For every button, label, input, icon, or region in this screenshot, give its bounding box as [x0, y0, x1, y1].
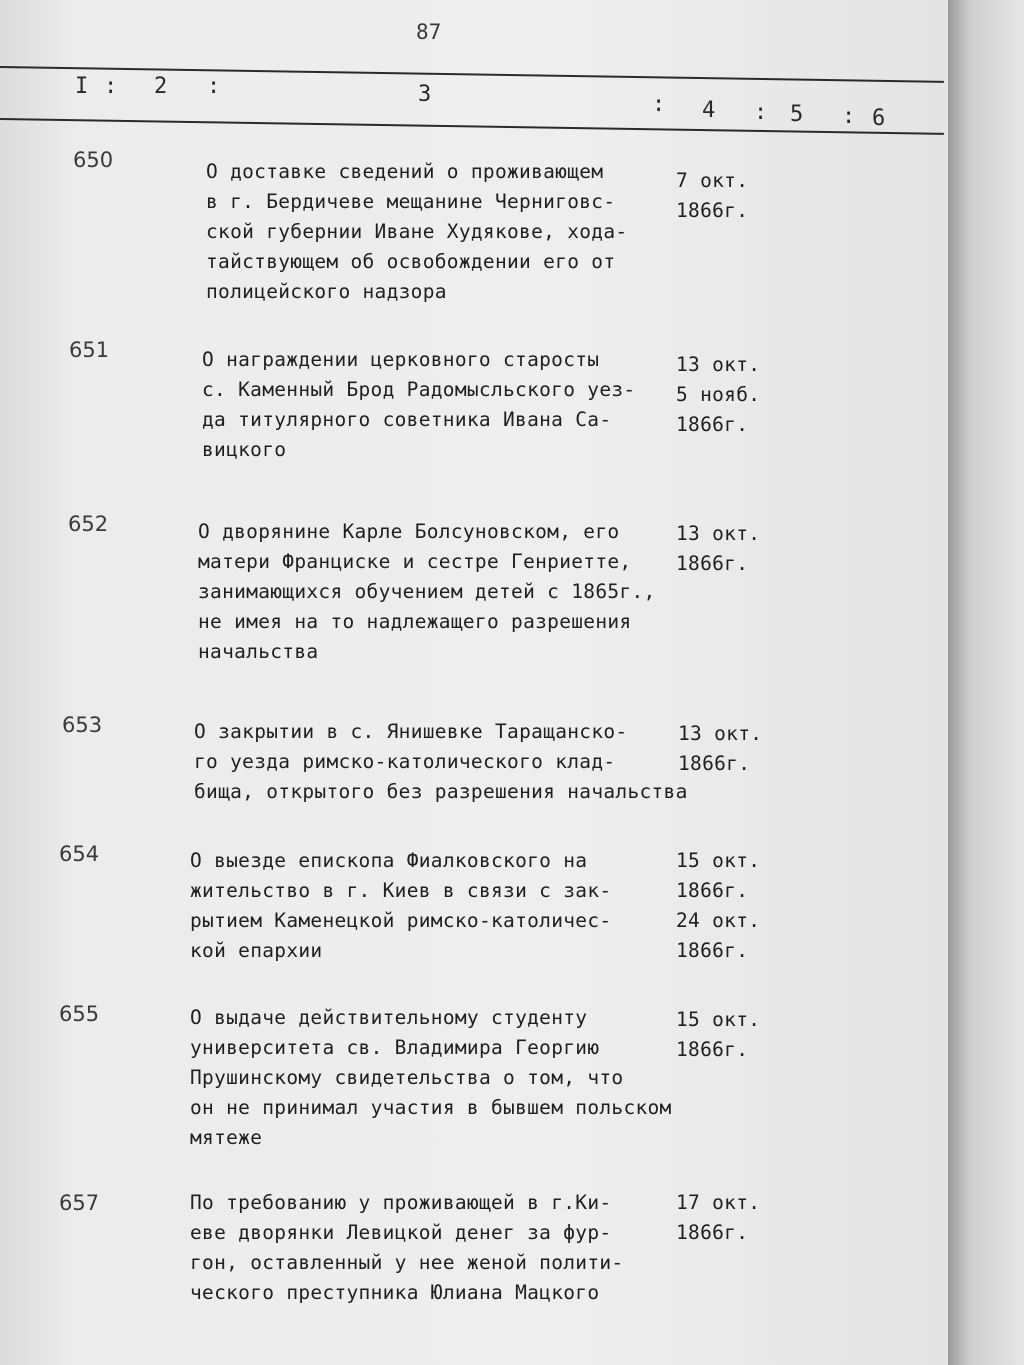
column-header-6: 6: [872, 106, 886, 131]
record-date: 17 окт. 1866г.: [676, 1191, 761, 1244]
column-separator: :: [754, 100, 768, 125]
record-description: По требованию у проживающей в г.Ки- еве дворянки Левицкой денег за фур- гон, оставленный у нее женой полити- ческого преступника Юлиана Мацкого: [190, 1191, 624, 1304]
page-edge-shadow: [948, 0, 1024, 1365]
record-date: 13 окт. 5 нояб. 1866г.: [676, 353, 761, 436]
page-number: 87: [416, 20, 442, 44]
record-number: 650: [73, 148, 114, 172]
record-description: О выезде епископа Фиалковского на жительство в г. Киев в связи с зак- рытием Каменецкой римско-католичес- кой епархии: [190, 849, 612, 962]
header-top-rule: [0, 66, 944, 83]
record-number: 654: [59, 842, 100, 866]
column-separator: :: [104, 74, 118, 99]
record-description: О награждении церковного старосты с. Каменный Брод Радомысльского уез- да титулярного советника Ивана Са- вицкого: [202, 348, 636, 461]
column-header-2: 2: [154, 74, 168, 99]
record-description: О доставке сведений о проживающем в г. Бердичеве мещанине Черниговс- ской губернии Иване Худякове, хода- тайствующем об освобождении его от полицейского надзора: [206, 160, 628, 303]
record-number: 653: [62, 713, 103, 737]
column-separator: :: [207, 74, 221, 99]
record-date: 15 окт. 1866г.: [676, 1008, 761, 1061]
record-description: О выдаче действительному студенту университета св. Владимира Георгию Прушинскому свидетельства о том, что он не принимал участия в бывшем польском мятеже: [190, 1006, 672, 1149]
record-date: 15 окт. 1866г. 24 окт. 1866г.: [676, 849, 761, 962]
column-separator: :: [842, 104, 856, 129]
record-description: О дворянине Карле Болсуновском, его матери Франциске и сестре Генриетте, занимающихся обучением детей с 1865г., не имея на то надлежащего разрешения начальства: [198, 520, 656, 663]
record-date: 13 окт. 1866г.: [678, 722, 763, 775]
column-header-1: I: [75, 74, 89, 99]
record-date: 13 окт. 1866г.: [676, 522, 761, 575]
record-number: 657: [59, 1191, 100, 1215]
record-date: 7 окт. 1866г.: [676, 169, 749, 222]
column-header-3: 3: [418, 82, 432, 107]
record-number: 655: [59, 1002, 100, 1026]
record-number: 652: [68, 512, 109, 536]
column-header-5: 5: [790, 102, 804, 127]
record-number: 651: [69, 338, 110, 362]
column-header-4: 4: [702, 98, 716, 123]
record-description: О закрытии в с. Янишевке Таращанско- го уезда римско-католического клад- бища, открытого без разрешения начальства: [194, 720, 688, 803]
column-separator: :: [652, 92, 666, 117]
